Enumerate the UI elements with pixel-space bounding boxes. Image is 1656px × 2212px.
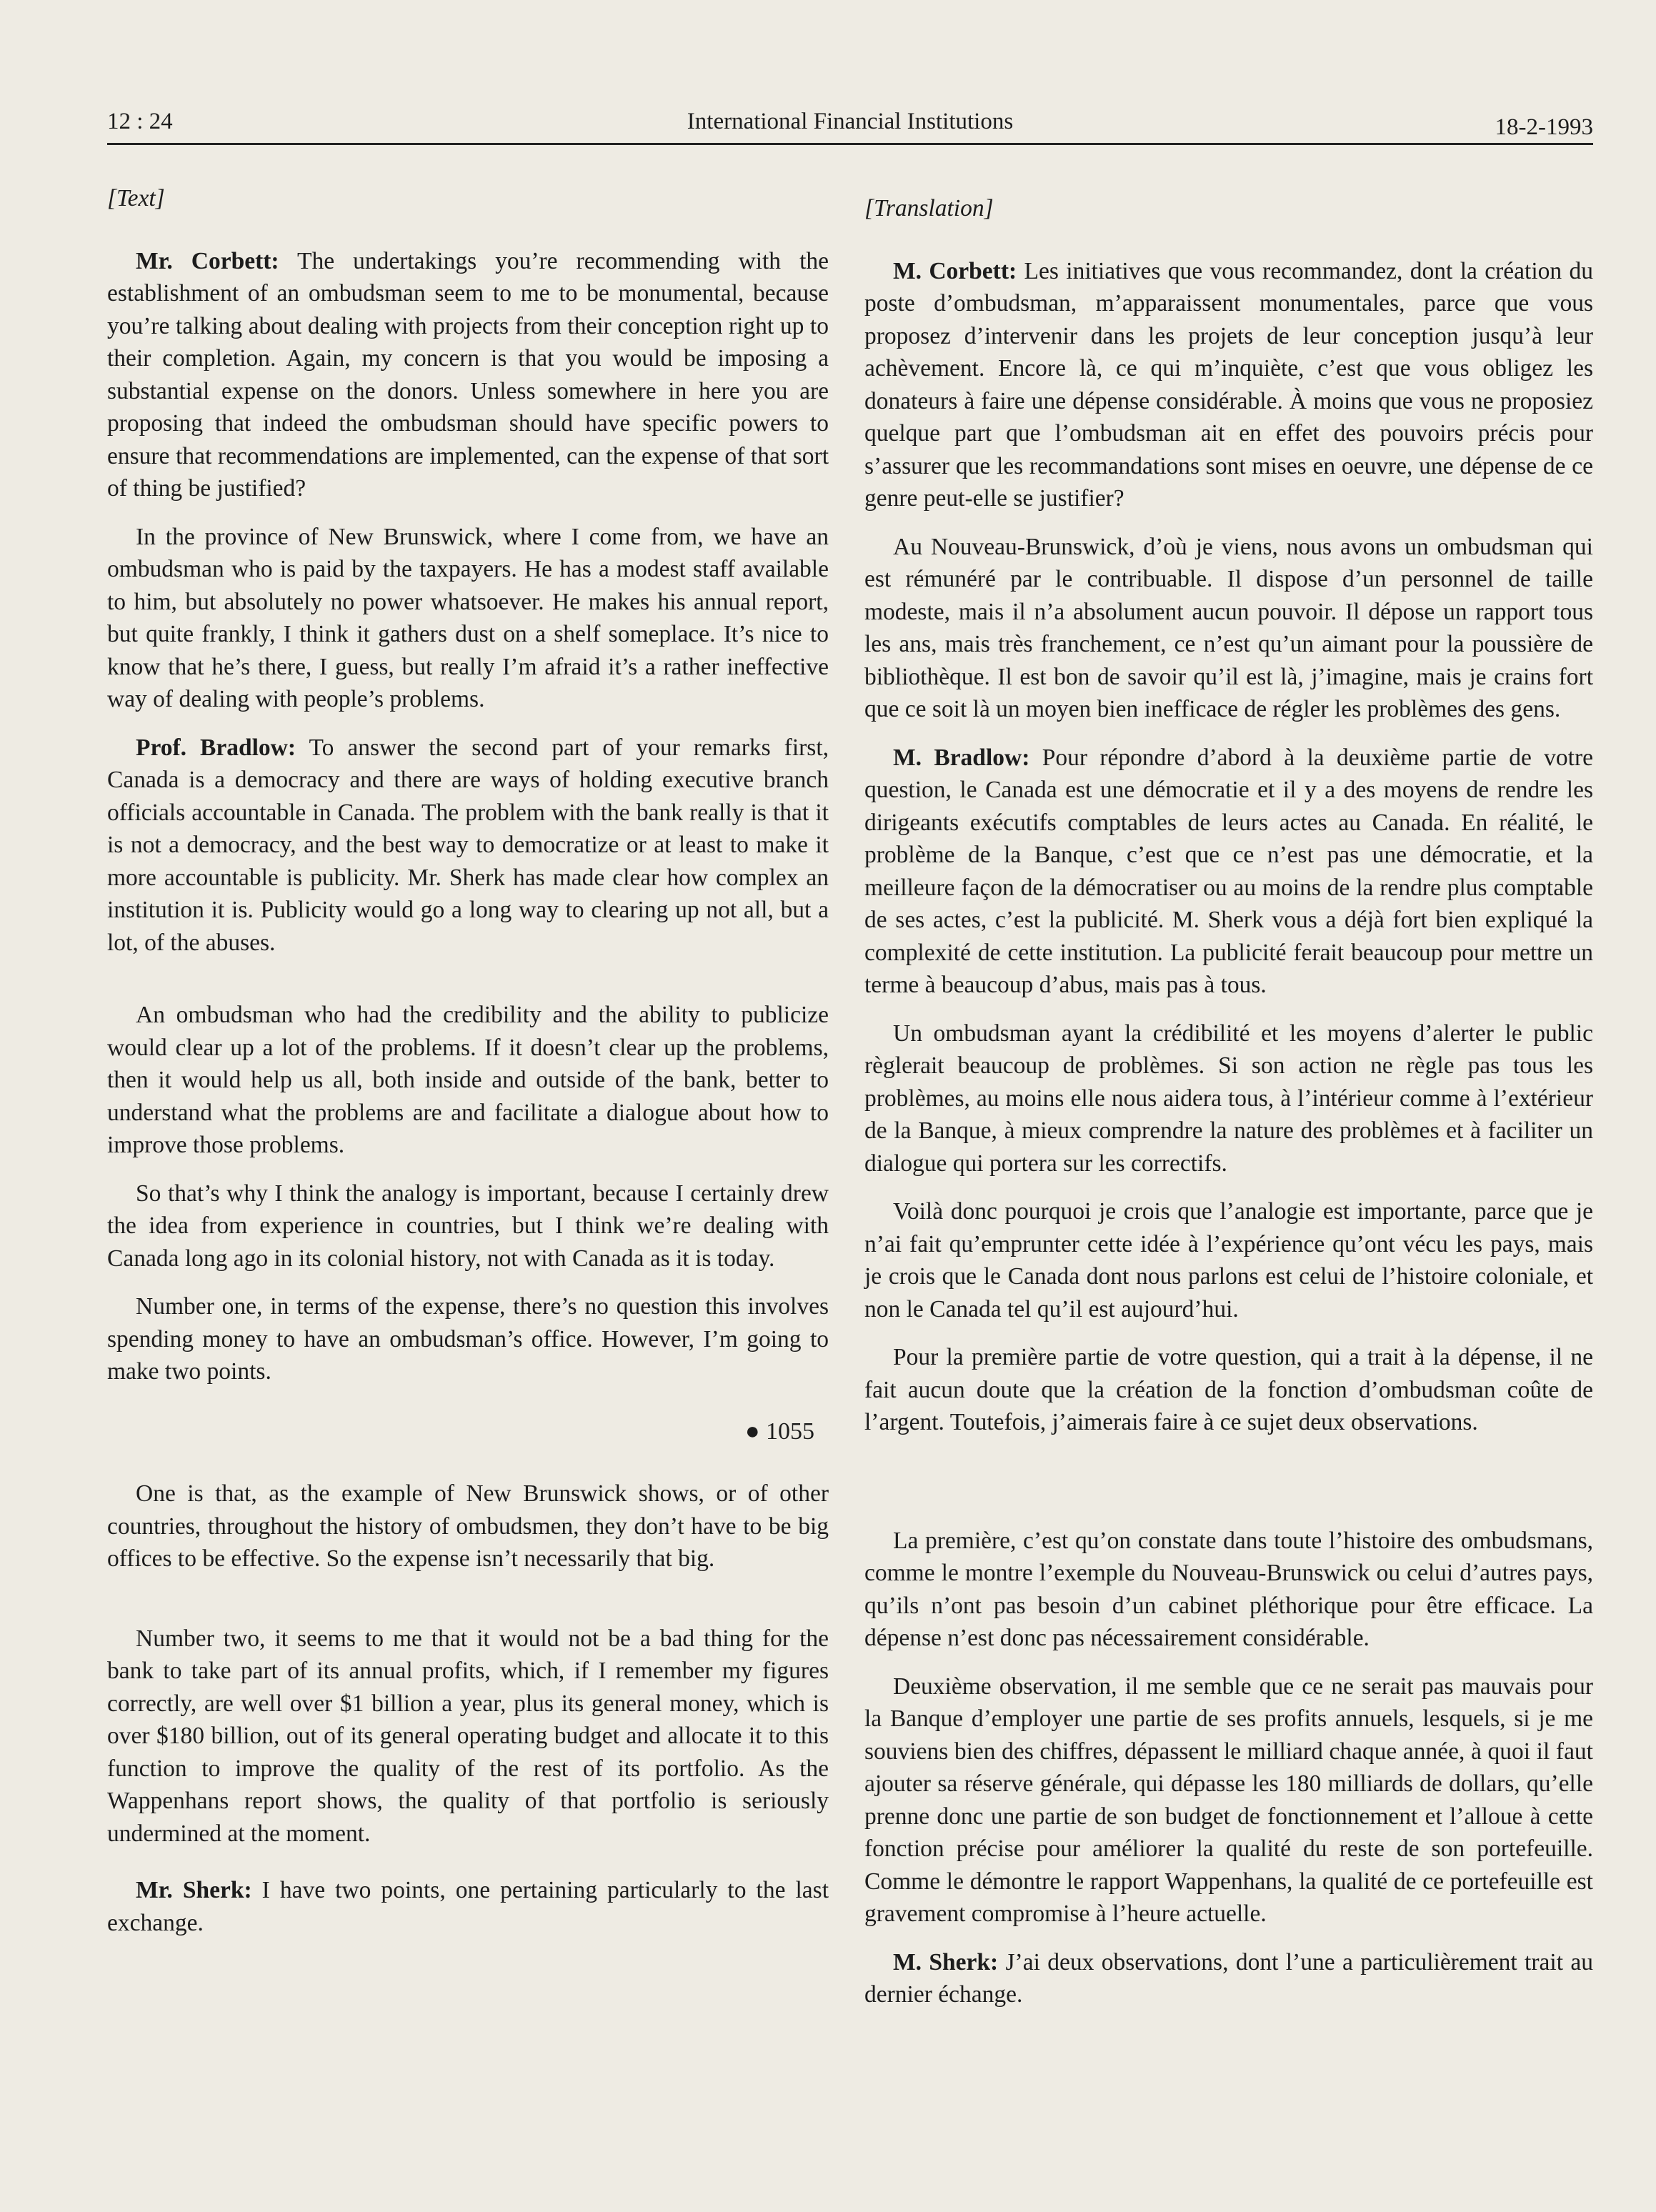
paragraph-text: J’ai deux observations, dont l’une a particulièrement trait au dernier échange. [864, 1948, 1593, 2008]
paragraph-text: La première, c’est qu’on constate dans toute l’histoire des ombudsmans, comme le montre l’exemple du Nouveau-Brunswick ou celui d’autres pays, qu’ils n’ont pas besoin d’un cabinet pléthorique pour être efficace. La dépense n’est donc pas nécessairement considérable. [864, 1527, 1593, 1651]
paragraph-text: Pour la première partie de votre question, qui a trait à la dépense, il ne fait aucun doute que la création de la fonction d’ombudsman coûte de l’argent. Toutefois, j’aimerais faire à ce sujet deux observations. [864, 1344, 1593, 1435]
paragraph [107, 245, 829, 505]
paragraph [864, 255, 1593, 515]
column-label: [Text] [107, 185, 165, 211]
paragraph [864, 742, 1593, 1002]
paragraph [864, 531, 1593, 726]
speaker-name: M. Corbett: [893, 257, 1017, 284]
paragraph [864, 1946, 1593, 2011]
paragraph-text: Number two, it seems to me that it would not be a bad thing for the bank to take part of its annual profits, which, if I remember my figures correctly, are well over $1 billion a year, plus its general money, which is over $180 billion, out of its general operating budget and allocate it to this function to improve the quality of the rest of its portfolio. As the Wappenhans report shows, the quality of that portfolio is seriously undermined at the moment. [107, 1625, 829, 1847]
speaker-name: M. Bradlow: [893, 744, 1030, 771]
paragraph-text: I have two points, one pertaining particularly to the last exchange. [107, 1877, 829, 1936]
paragraph-text: To answer the second part of your remarks first, Canada is a democracy and there are ways of holding executive branch officials accountable in Canada. The problem with the bank really is that it is not a democracy, and the best way to democratize or at least to make it more accountable is publicity. Mr. Sherk has made clear how complex an institution it is. Publicity would go a long way to clearing up not all, but a lot, of the abuses. [107, 734, 829, 956]
paragraph [107, 1478, 829, 1575]
paragraph [864, 1017, 1593, 1180]
paragraph-text: Les initiatives que vous recommandez, dont la création du poste d’ombudsman, m’apparaissent monumentales, parce que vous proposez d’intervenir dans les projets de leur conception jusqu’à leur achèvement. Encore là, ce qui m’inquiète, c’est que vous obligez les donateurs à faire une dépense considérable. À moins que vous ne proposiez quelque part que l’ombudsman ait en effet des pouvoirs précis pour s’assurer que les recommandations sont mises en oeuvre, une dépense de ce genre peut-elle se justifier? [864, 257, 1593, 512]
paragraph [864, 1341, 1593, 1439]
paragraph-text: One is that, as the example of New Brunswick shows, or of other countries, throughout the history of ombudsmen, they don’t have to be big offices to be effective. So the expense isn’t necessarily that big. [107, 1480, 829, 1572]
paragraph-text: Deuxième observation, il me semble que ce ne serait pas mauvais pour la Banque d’employer une partie de ses profits annuels, lesquels, si je me souviens bien des chiffres, dépassent le milliard chaque année, à quoi il faut ajouter sa réserve générale, qui dépasse les 180 milliards de dollars, qu’elle prenne donc une partie de son budget de fonctionnement et l’alloue à cette fonction précise pour améliorer la qualité du reste de son portefeuille. Comme le démontre le rapport Wappenhans, la qualité de ce portefeuille est gravement compromise à l’heure actuelle. [864, 1673, 1593, 1927]
english-column [107, 182, 829, 1955]
running-title: International Financial Institutions [687, 109, 1014, 134]
paragraph-text: Au Nouveau-Brunswick, d’où je viens, nous avons un ombudsman qui est rémunéré par le contribuable. Il dispose d’un personnel de taille modeste, mais il n’a absolument aucun pouvoir. Il dépose un rapport tous les ans, mais très franchement, ce n’est qu’un aimant pour la poussière de bibliothèque. Il est bon de savoir qu’il est là, j’imagine, mais je crains fort que ce soit là un moyen bien inefficace de régler les problèmes des gens. [864, 533, 1593, 722]
paragraph [864, 1525, 1593, 1655]
speaker-name: Prof. Bradlow: [136, 734, 296, 761]
paragraph-text: Un ombudsman ayant la crédibilité et les moyens d’alerter le public règlerait beaucoup de problèmes. Si son action ne règle pas tous les problèmes, au moins elle nous aidera tous, à l’intérieur comme à l’extérieur de la Banque, à mieux comprendre la nature des problèmes et à faciliter un dialogue qui portera sur les correctifs. [864, 1020, 1593, 1177]
paragraph-text: Pour répondre d’abord à la deuxième partie de votre question, le Canada est une démocratie et il y a des moyens de rendre les dirigeants exécutifs comptables de leurs actes au Canada. En réalité, le problème de la Banque, c’est que ce n’est pas une démocratie, et la meilleure façon de la démocratiser ou au moins de la rendre plus comptable de ses actes, c’est la publicité. M. Sherk vous a déjà fort bien expliqué la complexité de cette institution. La publicité ferait beaucoup pour mettre un terme à beaucoup d’abus, mais pas à tous. [864, 744, 1594, 998]
speaker-name: Mr. Corbett: [136, 247, 279, 274]
speaker-name: Mr. Sherk: [136, 1877, 252, 1903]
page-number: 12 : 24 [107, 109, 173, 134]
paragraph-text: An ombudsman who had the credibility and the ability to publicize would clear up a lot of the problems. If it doesn’t clear up the problems, then it would help us all, both inside and outside of the bank, better to understand what the problems are and facilitate a dialogue about how to improve those problems. [107, 1002, 829, 1158]
page-header [107, 106, 1593, 145]
time-marker: ● 1055 [744, 1418, 814, 1445]
paragraph [107, 1623, 829, 1850]
paragraph [107, 732, 829, 960]
column-label: [Translation] [864, 195, 994, 221]
paragraph-text: Voilà donc pourquoi je crois que l’analogie est importante, parce que je n’ai fait qu’emprunter cette idée à l’expérience qu’ont vécu les pays, mais je crois que le Canada dont nous parlons est celui de l’histoire coloniale, et non le Canada tel qu’il est aujourd’hui. [864, 1198, 1593, 1322]
paragraph [107, 1290, 829, 1388]
paragraph-text: So that’s why I think the analogy is important, because I certainly drew the idea from experience in countries, but I think we’re dealing with Canada long ago in its colonial history, not with Canada as it is today. [107, 1180, 829, 1272]
paragraph [864, 1195, 1593, 1325]
paragraph [107, 1874, 829, 1939]
paragraph [107, 999, 829, 1162]
sitting-date: 18-2-1993 [1495, 114, 1593, 140]
paragraph [864, 1670, 1593, 1930]
paragraph-text: The undertakings you’re recommending with the establishment of an ombudsman seem to me to be monumental, because you’re talking about dealing with projects from their conception right up to their completion. Again, my concern is that you would be imposing a substantial expense on the donors. Unless somewhere in here you are proposing that indeed the ombudsman should have specific powers to ensure that recommendations are implemented, can the expense of that sort of thing be justified? [107, 247, 829, 502]
paragraph [107, 1177, 829, 1275]
paragraph-text: In the province of New Brunswick, where I come from, we have an ombudsman who is paid by the taxpayers. He has a modest staff available to him, but absolutely no power whatsoever. He makes his annual report, but quite frankly, I think it gathers dust on a shelf someplace. It’s nice to know that he’s there, I guess, but really I’m afraid it’s a rather ineffective way of dealing with people’s problems. [107, 523, 829, 712]
paragraph [107, 521, 829, 716]
speaker-name: M. Sherk: [893, 1948, 999, 1976]
paragraph-text: Number one, in terms of the expense, there’s no question this involves spending money to have an ombudsman’s office. However, I’m going to make two points. [107, 1293, 829, 1385]
french-column [864, 182, 1593, 2027]
